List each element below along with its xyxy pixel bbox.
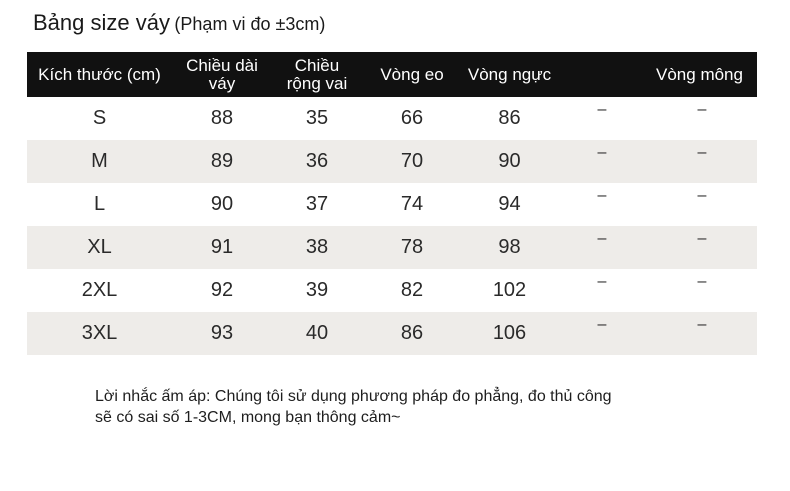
cell-length: 90 xyxy=(210,193,234,215)
header-length-line2: váy xyxy=(208,73,236,93)
header-size: Kích thước (cm) xyxy=(38,64,161,84)
table-row xyxy=(27,183,757,226)
cell-hip: – xyxy=(697,230,707,247)
cell-waist: 66 xyxy=(400,107,424,129)
cell-hip: – xyxy=(697,273,707,290)
cell-bust: 106 xyxy=(492,322,527,344)
cell-blank: – xyxy=(597,144,607,161)
table-row xyxy=(27,226,757,269)
cell-bust: 94 xyxy=(498,193,521,215)
cell-waist: 82 xyxy=(400,279,424,301)
header-length xyxy=(177,52,267,97)
table-header xyxy=(27,52,757,97)
title-main: Bảng size váy xyxy=(33,10,170,35)
header-waist: Vòng eo xyxy=(380,64,444,84)
cell-blank: – xyxy=(597,316,607,333)
note-line-2: sẽ có sai số 1-3CM, mong bạn thông cảm~ xyxy=(95,409,401,426)
header-shoulder xyxy=(272,52,362,97)
cell-bust: 86 xyxy=(498,107,521,129)
cell-shoulder: 35 xyxy=(305,107,329,129)
cell-length: 92 xyxy=(210,279,234,301)
header-length-line1: Chiều dài xyxy=(186,55,258,75)
cell-blank: – xyxy=(597,187,607,204)
cell-shoulder: 40 xyxy=(305,322,329,344)
cell-length: 93 xyxy=(210,322,234,344)
header-bust: Vòng ngực xyxy=(467,64,552,84)
table-row xyxy=(27,97,757,140)
page-title xyxy=(33,10,325,36)
cell-blank: – xyxy=(597,230,607,247)
cell-size: 2XL xyxy=(81,279,118,301)
cell-length: 88 xyxy=(210,107,234,129)
cell-length: 91 xyxy=(210,236,234,258)
cell-blank: – xyxy=(597,101,607,118)
cell-waist: 70 xyxy=(400,150,424,172)
header-hip: Vòng mông xyxy=(656,64,743,84)
cell-length: 89 xyxy=(210,150,234,172)
cell-waist: 86 xyxy=(400,322,424,344)
cell-hip: – xyxy=(697,144,707,161)
cell-size: XL xyxy=(87,236,112,258)
cell-hip: – xyxy=(697,316,707,333)
table-row xyxy=(27,269,757,312)
cell-bust: 98 xyxy=(498,236,521,258)
cell-waist: 74 xyxy=(400,193,424,215)
cell-size: M xyxy=(91,150,108,172)
cell-hip: – xyxy=(697,101,707,118)
cell-shoulder: 39 xyxy=(305,279,329,301)
measurement-note xyxy=(95,386,695,428)
cell-bust: 102 xyxy=(492,279,527,301)
cell-shoulder: 38 xyxy=(305,236,329,258)
size-table xyxy=(27,52,757,355)
header-shoulder-line1: Chiều xyxy=(294,55,340,75)
cell-hip: – xyxy=(697,187,707,204)
cell-bust: 90 xyxy=(498,150,521,172)
cell-shoulder: 37 xyxy=(305,193,329,215)
cell-blank: – xyxy=(597,273,607,290)
title-subtitle: (Phạm vi đo ±3cm) xyxy=(174,14,326,34)
note-line-1: Lời nhắc ấm áp: Chúng tôi sử dụng phương pháp đo phẳng, đo thủ công xyxy=(95,388,612,405)
cell-size: 3XL xyxy=(81,322,118,344)
cell-size: S xyxy=(92,107,107,129)
header-blank xyxy=(557,52,647,97)
cell-shoulder: 36 xyxy=(305,150,329,172)
table-row xyxy=(27,312,757,355)
table-row xyxy=(27,140,757,183)
cell-waist: 78 xyxy=(400,236,424,258)
cell-size: L xyxy=(93,193,106,215)
header-shoulder-line2: rộng vai xyxy=(286,73,348,93)
